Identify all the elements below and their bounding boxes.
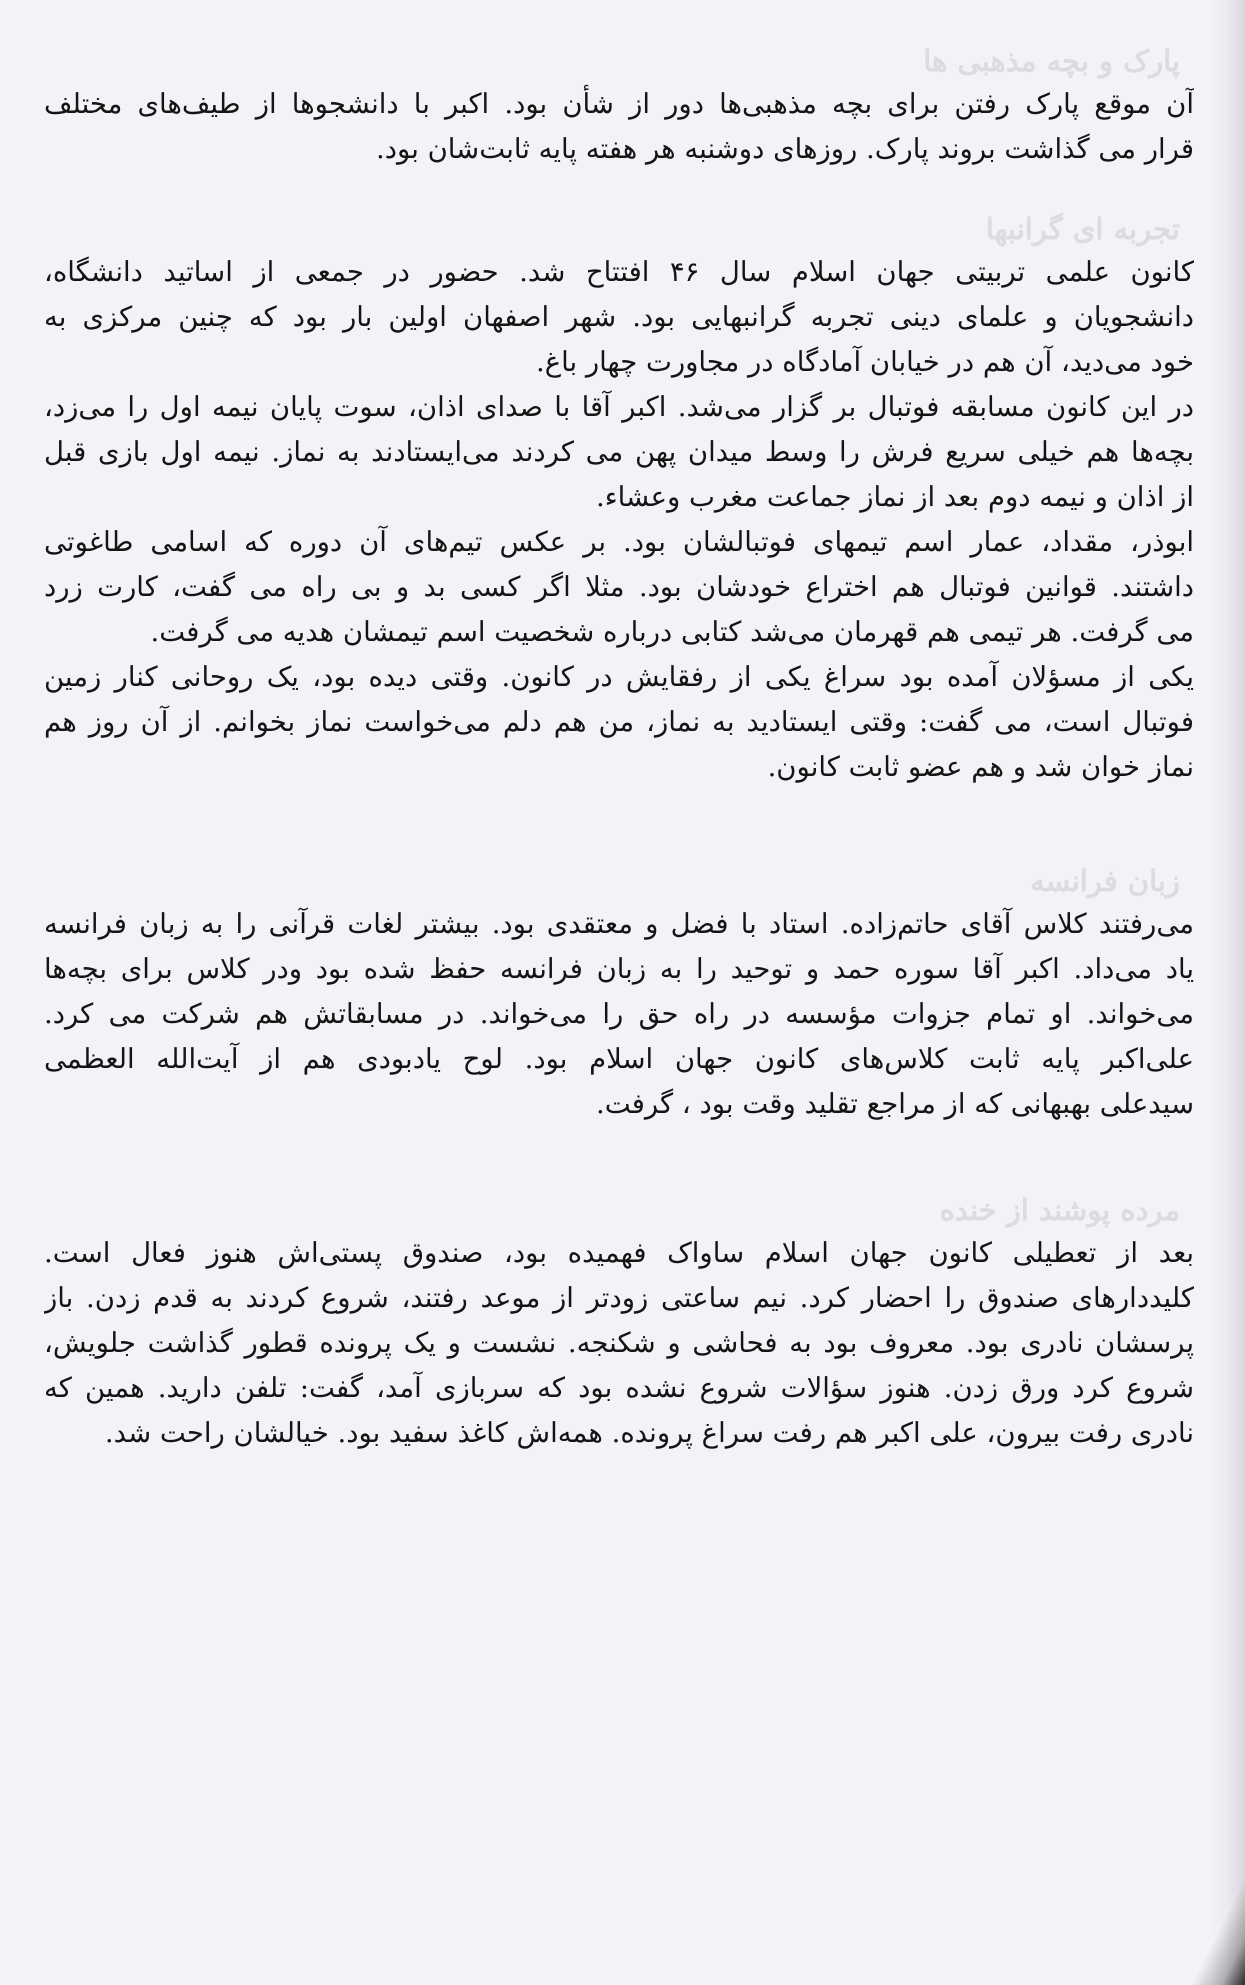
- text-line: فوتبال است، می گفت: وقتی ایستادید به نماز، من هم دلم می‌خواست نماز بخوانم. از آن روز هم: [44, 706, 1194, 738]
- text-line: در این کانون مسابقه فوتبال بر گزار می‌شد. اکبر آقا با صدای اذان، سوت پایان نیمه اول را می‌زد،: [44, 391, 1194, 423]
- text-line: از اذان و نیمه دوم بعد از نماز جماعت مغرب وعشاء.: [596, 481, 1194, 513]
- text-line: آن موقع پارک رفتن برای بچه مذهبی‌ها دور از شأن بود. اکبر با دانشجوها از طیف‌های مختلف: [44, 88, 1194, 120]
- text-line: داشتند. قوانین فوتبال هم اختراع خودشان بود. مثلا اگر کسی بد و بی راه می گفت، کارت زرد: [44, 571, 1194, 603]
- section-heading: پارک و بچه مذهبی ها: [923, 44, 1180, 78]
- text-line: یکی از مسؤلان آمده بود سراغ یکی از رفقایش در کانون. وقتی دیده بود، یک روحانی کنار زمین: [44, 661, 1194, 693]
- text-line: نماز خوان شد و هم عضو ثابت کانون.: [767, 751, 1194, 783]
- section-valuable-experience: [44, 208, 1194, 790]
- text-line: دانشجویان و علمای دینی تجربه گرانبهایی بود. شهر اصفهان اولین بار بود که چنین مرکزی به: [44, 301, 1194, 333]
- text-line: بچه‌ها هم خیلی سریع فرش را وسط میدان پهن می کردند می‌ایستادند به نماز. نیمه اول بازی قبل: [44, 436, 1194, 468]
- text-line: خود می‌دید، آن هم در خیابان آمادگاه در مجاورت چهار باغ.: [535, 346, 1194, 378]
- text-line: سیدعلی بهبهانی که از مراجع تقلید وقت بود ، گرفت.: [595, 1088, 1194, 1120]
- section-heading: مرده پوشند از خنده: [939, 1193, 1180, 1227]
- text-line: کلیددارهای صندوق را احضار کرد. نیم ساعتی زودتر از موعد رفتند، شروع کردند به قدم زدن. باز: [44, 1282, 1194, 1314]
- text-line: قرار می گذاشت بروند پارک. روزهای دوشنبه هر هفته پایه ثابت‌شان بود.: [376, 133, 1194, 165]
- text-line: پرسشان نادری بود. معروف بود به فحاشی و شکنجه. نشست و یک پرونده قطور گذاشت جلویش،: [44, 1327, 1194, 1359]
- text-line: می‌رفتند کلاس آقای حاتم‌زاده. استاد با فضل و معتقدی بود. بیشتر لغات قرآنی را به زبان فرانسه: [44, 908, 1194, 940]
- text-line: علی‌اکبر پایه ثابت کلاس‌های کانون جهان اسلام بود. لوح یادبودی هم از آیت‌الله العظمی: [44, 1043, 1194, 1075]
- text-line: کانون علمی تربیتی جهان اسلام سال ۴۶ افتتاح شد. حضور در جمعی از اساتید دانشگاه،: [44, 256, 1194, 288]
- text-line: بعد از تعطیلی کانون جهان اسلام ساواک فهمیده بود، صندوق پستی‌اش هنوز فعال است.: [44, 1237, 1194, 1269]
- section-heading: زبان فرانسه: [1030, 864, 1180, 898]
- page-edge-shadow: [1211, 0, 1245, 1985]
- section-savak-mailbox: [44, 1189, 1194, 1456]
- text-line: می‌خواند. او تمام جزوات مؤسسه در راه حق را می‌خواند. در مسابقاتش هم شرکت می کرد.: [44, 998, 1194, 1030]
- text-line: می گرفت. هر تیمی هم قهرمان می‌شد کتابی درباره شخصیت اسم تیمشان هدیه می گرفت.: [150, 616, 1194, 648]
- section-park: [44, 40, 1194, 172]
- document-body: [44, 40, 1194, 1456]
- text-line: شروع کرد ورق زدن. هنوز سؤالات شروع نشده بود که سربازی آمد، گفت: تلفن دارید. همین که: [44, 1372, 1194, 1404]
- text-line: یاد می‌داد. اکبر آقا سوره حمد و توحید را به زبان فرانسه حفظ شده بود ودر کلاس برای بچه‌ها: [44, 953, 1194, 985]
- page-corner-shadow: [1185, 1865, 1245, 1985]
- section-french-language: [44, 860, 1194, 1127]
- text-line: ابوذر، مقداد، عمار اسم تیمهای فوتبالشان بود. بر عکس تیم‌های آن دوره که اسامی طاغوتی: [44, 526, 1194, 558]
- section-heading: تجربه ای گرانبها: [985, 212, 1180, 246]
- text-line: نادری رفت بیرون، علی اکبر هم رفت سراغ پرونده. همه‌اش کاغذ سفید بود. خیالشان راحت شد.: [104, 1417, 1194, 1449]
